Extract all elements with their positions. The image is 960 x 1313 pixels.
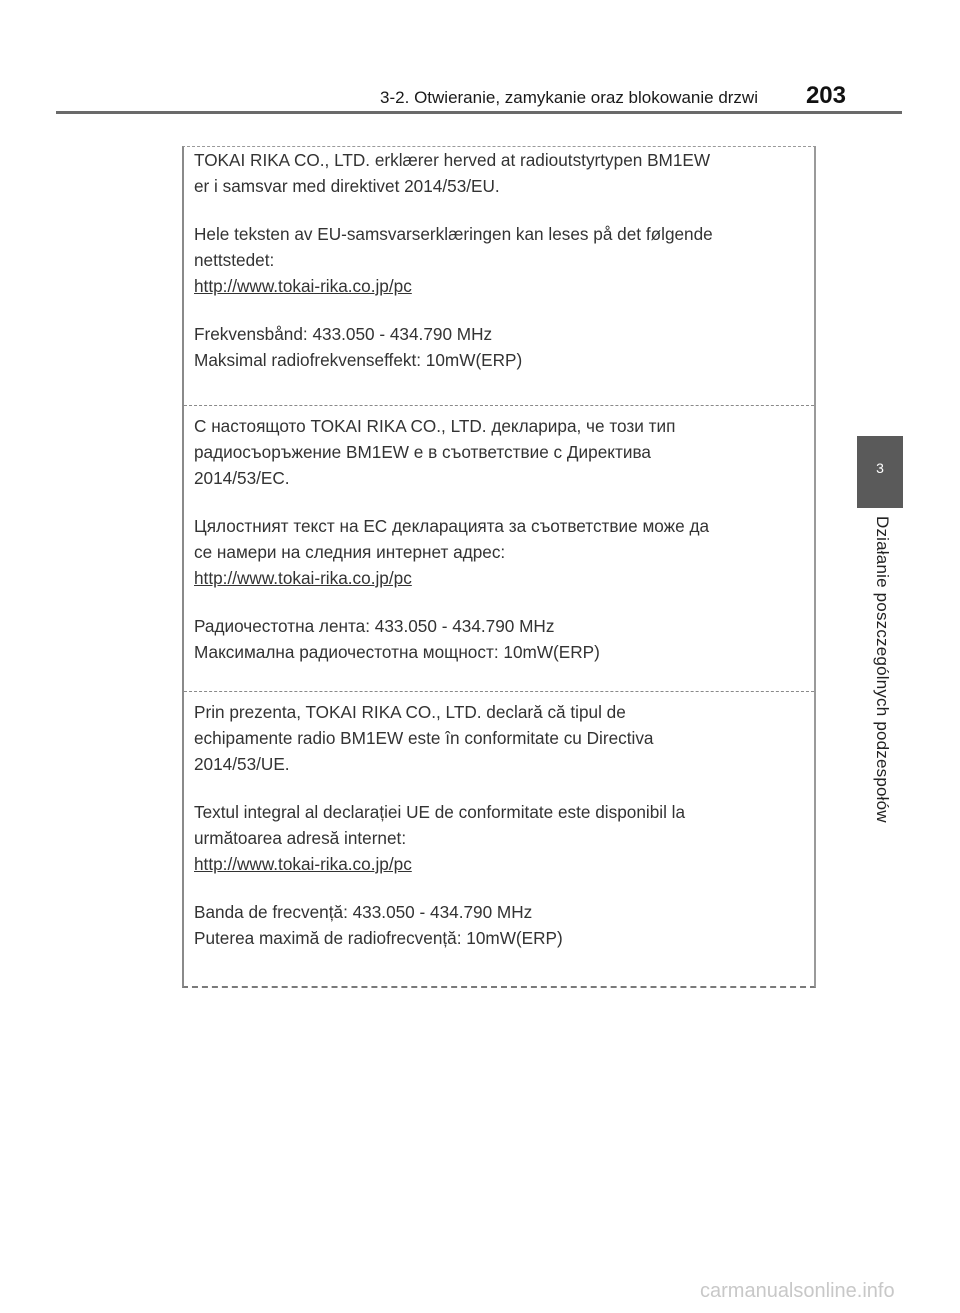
max-power: Максимална радиочестотна мощност: 10mW(ERP)	[194, 642, 600, 662]
declaration-box	[182, 146, 816, 988]
full-text-line: Hele teksten av EU-samsvarserklæringen kan leses på det følgende	[194, 224, 713, 244]
declaration-bulgarian	[194, 413, 790, 665]
watermark: carmanualsonline.info	[700, 1280, 895, 1302]
section-divider	[184, 691, 814, 692]
page-header	[0, 74, 850, 108]
max-power: Maksimal radiofrekvenseffekt: 10mW(ERP)	[194, 350, 523, 370]
chapter-label: Działanie poszczególnych podzespołów	[873, 516, 892, 823]
max-power: Puterea maximă de radiofrecvență: 10mW(ERP)	[194, 928, 563, 948]
section-divider	[184, 405, 814, 406]
page-number: 203	[805, 82, 846, 109]
full-text-line: nettstedet:	[194, 250, 275, 270]
declaration-line: 2014/53/ЕС.	[194, 468, 290, 488]
declaration-romanian	[194, 699, 790, 951]
full-text-line: următoarea adresă internet:	[194, 828, 407, 848]
declaration-norwegian	[194, 147, 790, 373]
declaration-line: echipamente radio BM1EW este în conformitate cu Directiva	[194, 728, 654, 748]
frequency-band: Frekvensbånd: 433.050 - 434.790 MHz	[194, 324, 493, 344]
declaration-url-link[interactable]: http://www.tokai-rika.co.jp/pc	[194, 276, 412, 296]
section-title: 3-2. Otwieranie, zamykanie oraz blokowanie drzwi	[380, 88, 758, 107]
declaration-line: TOKAI RIKA CO., LTD. erklærer herved at radioutstyrtypen BM1EW	[194, 150, 711, 170]
declaration-url-link[interactable]: http://www.tokai-rika.co.jp/pc	[194, 854, 412, 874]
declaration-line: 2014/53/UE.	[194, 754, 290, 774]
frequency-band: Banda de frecvență: 433.050 - 434.790 MHz	[194, 902, 533, 922]
full-text-line: Цялостният текст на ЕС декларацията за съответствие може да	[194, 516, 710, 536]
header-rule	[56, 111, 902, 114]
declaration-line: радиосъоръжение BM1EW е в съответствие с Директива	[194, 442, 651, 462]
declaration-line: С настоящото TOKAI RIKA CO., LTD. декларира, че този тип	[194, 416, 676, 436]
full-text-line: се намери на следния интернет адрес:	[194, 542, 506, 562]
frequency-band: Радиочестотна лента: 433.050 - 434.790 MHz	[194, 616, 555, 636]
full-text-line: Textul integral al declarației UE de conformitate este disponibil la	[194, 802, 686, 822]
declaration-url-link[interactable]: http://www.tokai-rika.co.jp/pc	[194, 568, 412, 588]
chapter-tab: 3	[857, 436, 903, 508]
declaration-line: Prin prezenta, TOKAI RIKA CO., LTD. declară că tipul de	[194, 702, 626, 722]
declaration-line: er i samsvar med direktivet 2014/53/EU.	[194, 176, 500, 196]
